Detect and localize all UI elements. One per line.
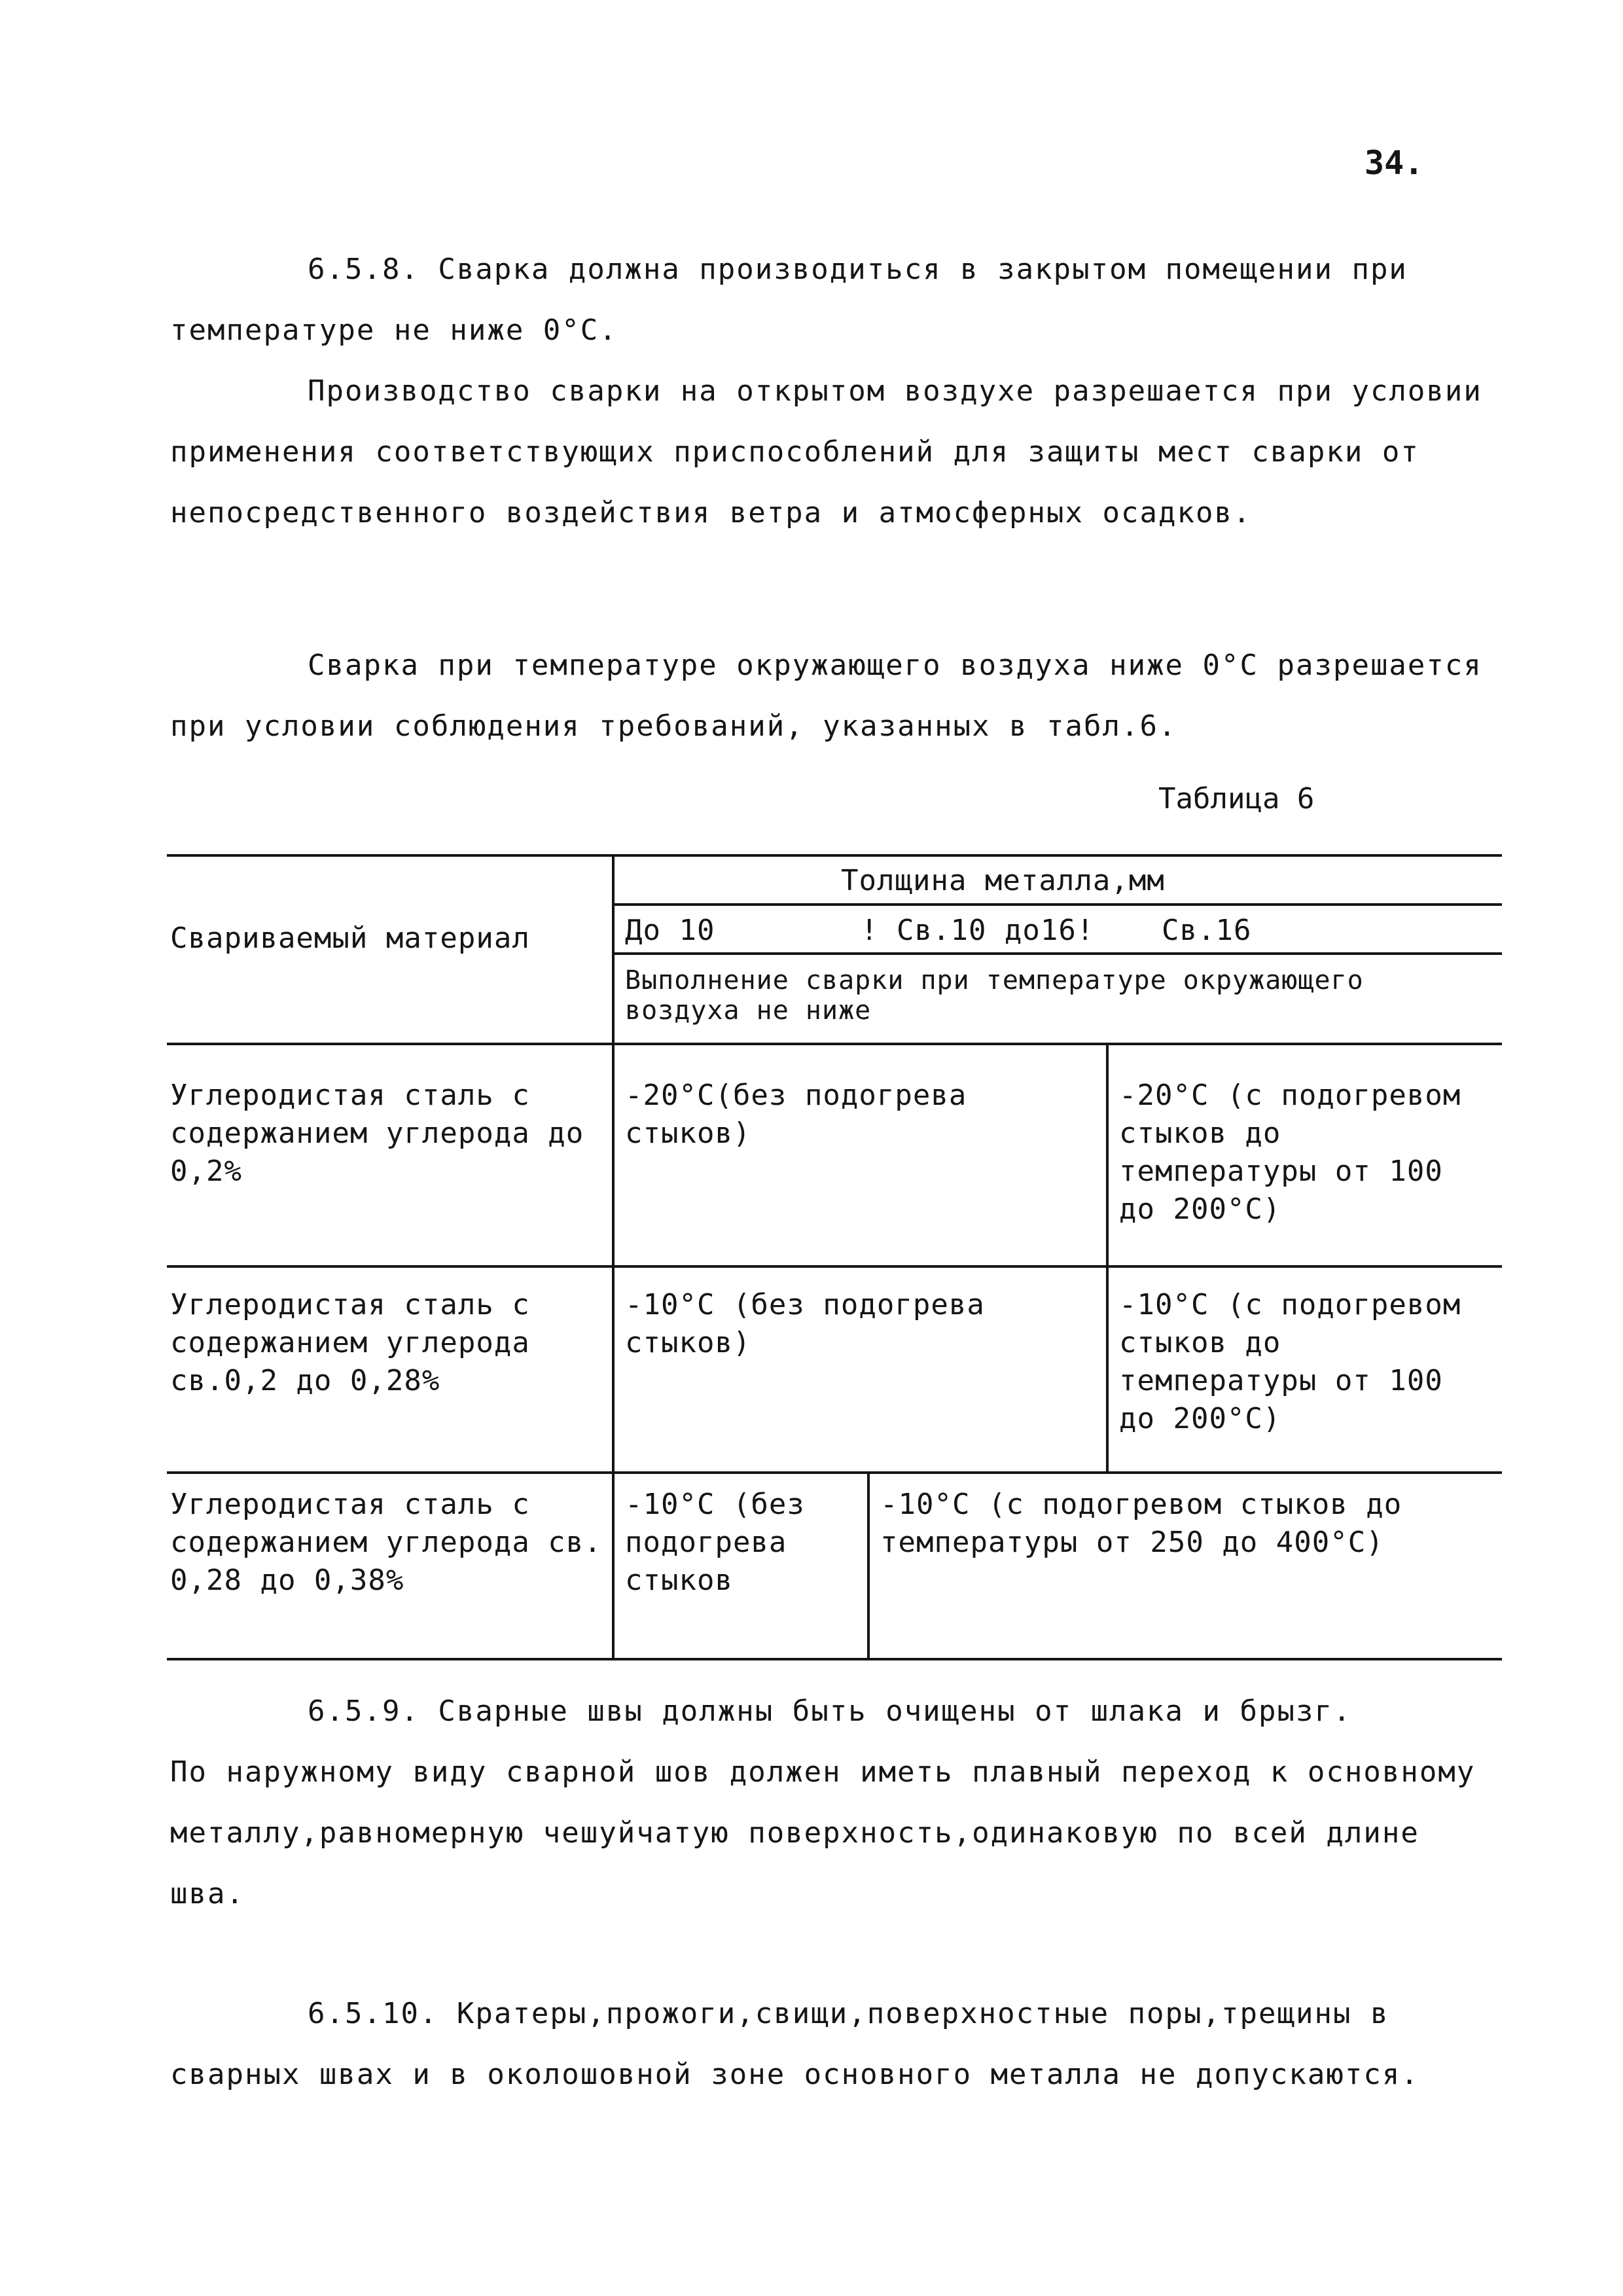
rows-1-2-column-divider (1106, 1043, 1109, 1471)
row-1-up-to-16: -20°С(без подогрева стыков) (625, 1079, 967, 1150)
table-top-rule (167, 854, 1502, 857)
table-bottom-rule (167, 1658, 1502, 1660)
paragraph-low-temperature (170, 635, 1492, 757)
row-1-material: Углеродистая сталь с содержанием углерода до 0,2% (170, 1079, 584, 1188)
row-1-over-16: -20°С (с подогревом стыков до температуры от 100 до 200°С) (1119, 1079, 1461, 1226)
paragraph-6-5-10-text: 6.5.10. Кратеры,прожоги,свищи,поверхностные поры,трещины в сварных швах и в околошовной зоне основного металла не допускаются. (170, 1997, 1419, 2091)
row-3-material: Углеродистая сталь с содержанием углерода св. 0,28 до 0,38% (170, 1488, 602, 1597)
paragraph-6-5-9 (170, 1681, 1492, 1924)
row-2-up-to-16: -10°С (без подогрева стыков) (625, 1288, 985, 1359)
material-column-divider (612, 854, 615, 1659)
header-thickness: Толщина металла,мм (841, 864, 1165, 897)
row-3-up-to-10: -10°С (без подогрева стыков (625, 1488, 805, 1597)
header-material: Свариваемый материал (170, 922, 530, 955)
row-3-over-10: -10°С (с подогревом стыков до температуры от 250 до 400°С) (880, 1488, 1402, 1559)
paragraph-6-5-8-text: 6.5.8. Сварка должна производиться в закрытом помещении при температуре не ниже 0°С. (170, 253, 1408, 347)
paragraph-6-5-9-text: 6.5.9. Сварные швы должны быть очищены от шлака и брызг. (308, 1695, 1352, 1728)
paragraph-weld-appearance-text: По наружному виду сварной шов должен иметь плавный переход к основному металлу,равномерную чешуйчатую поверхность,одинаковую по всей длине шва. (170, 1755, 1476, 1910)
table-6 (167, 854, 1502, 1659)
paragraph-6-5-10 (170, 1983, 1492, 2105)
paragraph-low-temperature-text: Сварка при температуре окружающего воздуха ниже 0°С разрешается при условии соблюдения требований, указанных в табл.6. (170, 649, 1482, 743)
row-1-rule (167, 1265, 1502, 1268)
thickness-col-over-16: Св.16 (1162, 914, 1252, 947)
thickness-cols-rule (612, 952, 1502, 955)
header-bottom-rule (167, 1043, 1502, 1045)
header-condition: Выполнение сварки при температуре окружающего воздуха не ниже (625, 965, 1364, 1026)
paragraph-6-5-8 (170, 239, 1492, 361)
page-number: 34. (1364, 144, 1424, 182)
row-2-over-16: -10°С (с подогревом стыков до температуры от 100 до 200°С) (1119, 1288, 1461, 1435)
table-caption: Таблица 6 (1158, 782, 1315, 816)
thickness-col-10-to-16: ! Св.10 до16! (861, 914, 1095, 947)
paragraph-open-air-welding-text: Производство сварки на открытом воздухе разрешается при условии применения соответствующих приспособлений для защиты мест сварки от непосредственного воздействия ветра и атмосферных осадков. (170, 374, 1482, 529)
row-2-rule (167, 1471, 1502, 1474)
thickness-col-up-to-10: До 10 (625, 914, 715, 947)
paragraph-open-air-welding (170, 361, 1492, 543)
thickness-header-rule (612, 903, 1502, 906)
row-3-column-divider (867, 1471, 870, 1659)
row-2-material: Углеродистая сталь с содержанием углерода св.0,2 до 0,28% (170, 1288, 530, 1397)
